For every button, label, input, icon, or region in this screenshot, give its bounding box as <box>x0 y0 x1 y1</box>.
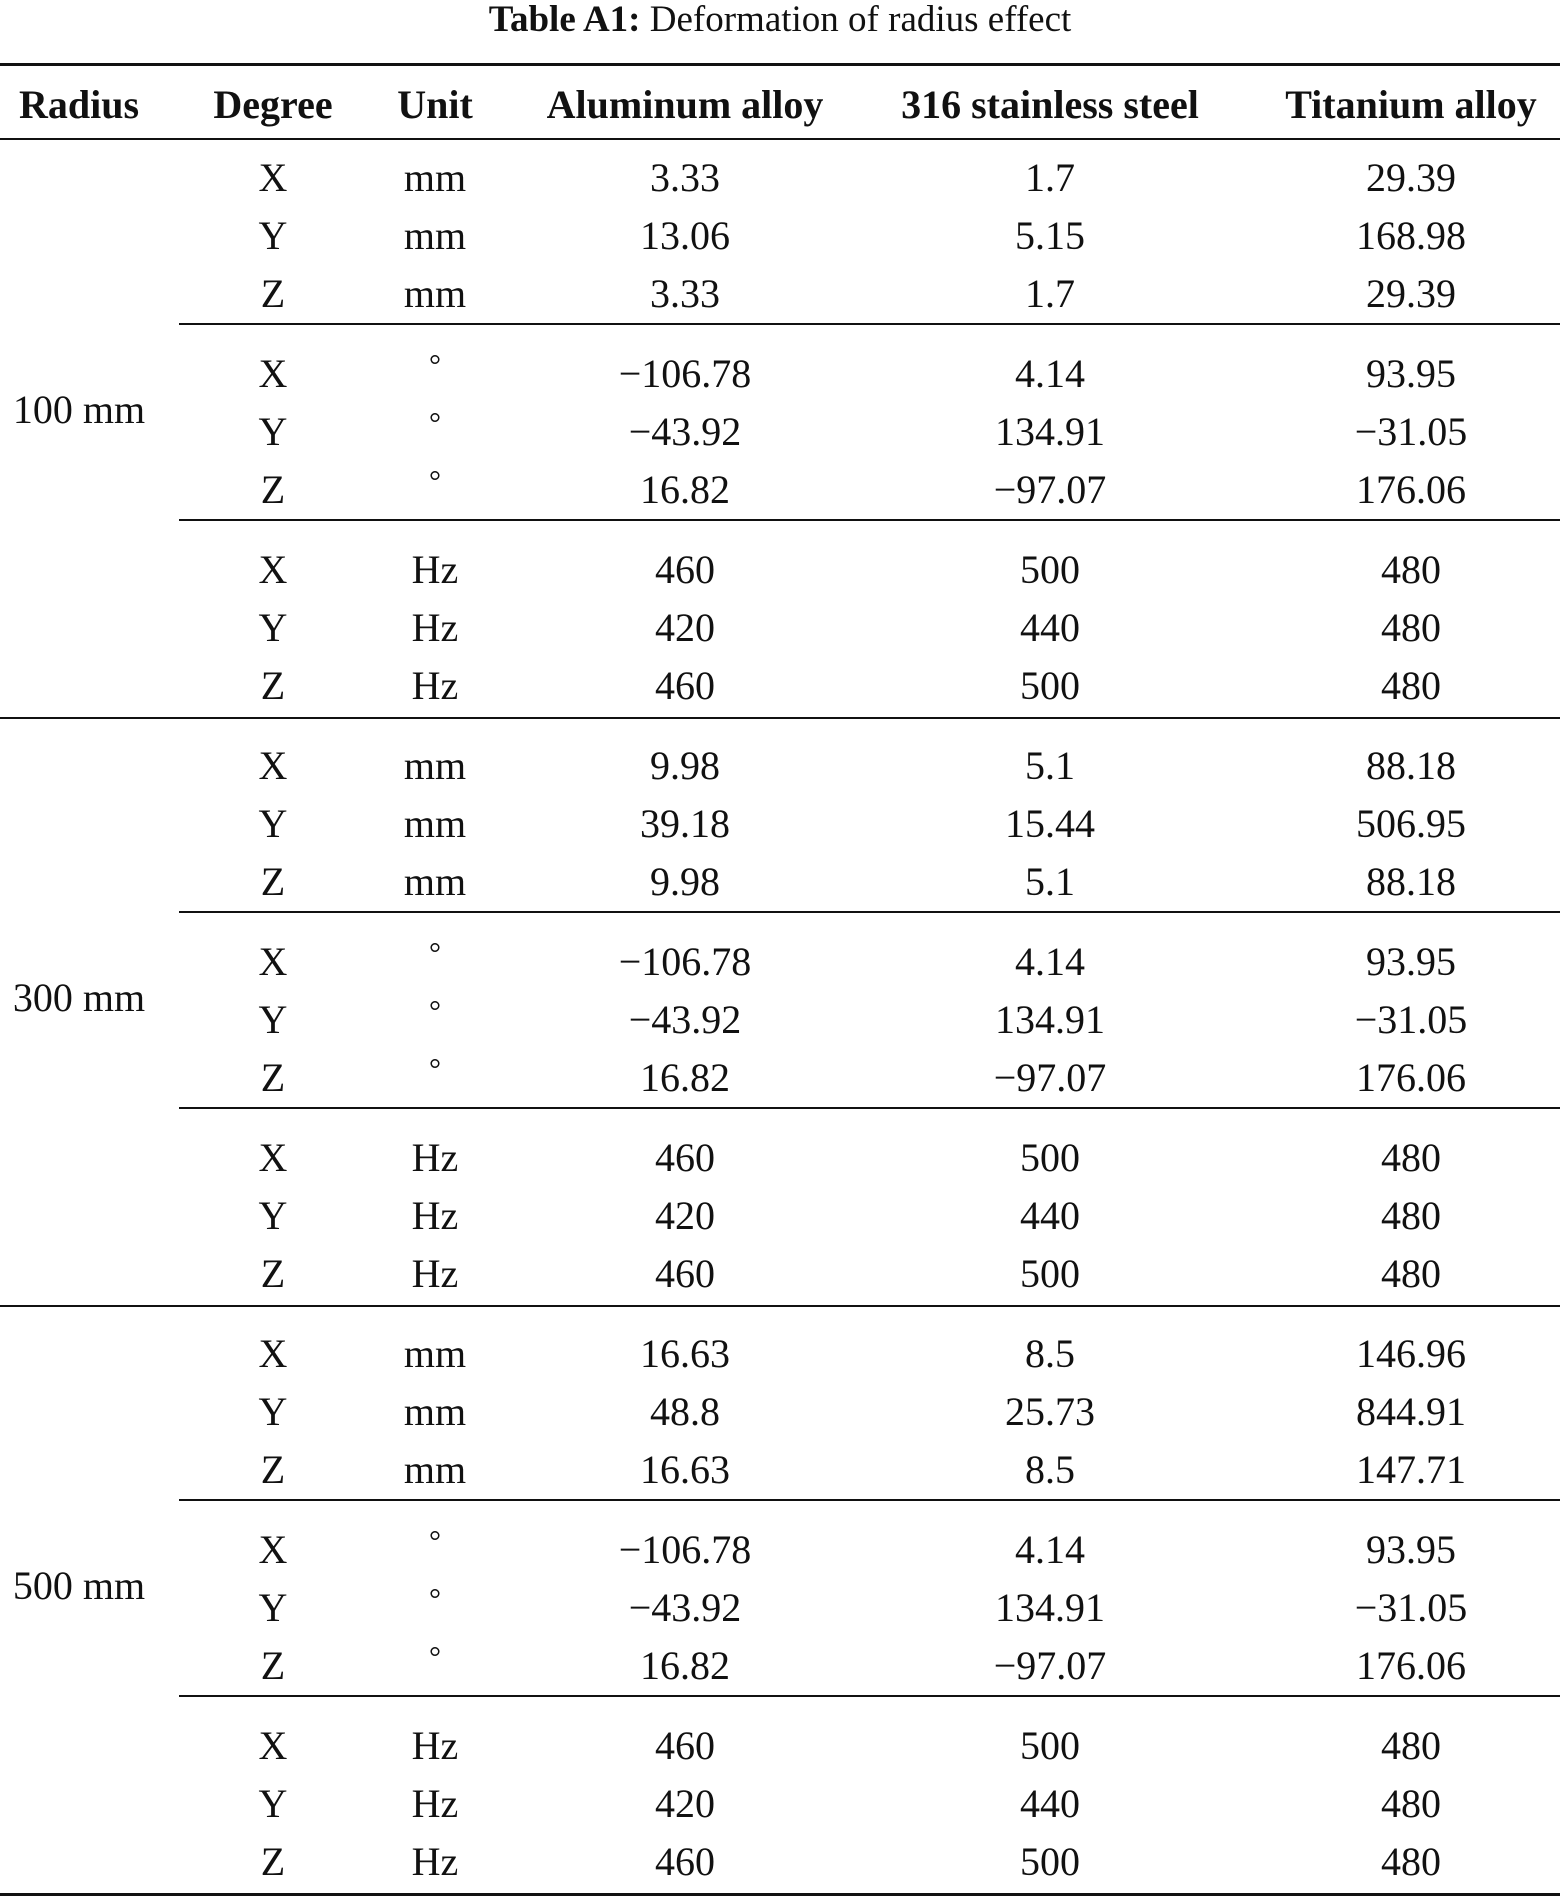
aluminum-cell: 16.82 <box>640 467 730 512</box>
block-divider <box>179 911 1560 913</box>
unit-cell: mm <box>403 213 467 258</box>
degree-cell: X <box>258 155 288 200</box>
steel-cell: 1.7 <box>1025 271 1075 316</box>
titanium-cell: 88.18 <box>1366 743 1456 788</box>
unit-cell: Hz <box>411 605 459 650</box>
aluminum-cell: −43.92 <box>628 997 742 1042</box>
unit-cell: ° <box>429 937 441 970</box>
caption-label: Table A1: <box>488 0 641 40</box>
aluminum-cell: −106.78 <box>618 351 752 396</box>
aluminum-cell: 39.18 <box>640 801 730 846</box>
unit-cell: ° <box>429 1525 441 1558</box>
unit-cell: Hz <box>411 1135 459 1180</box>
steel-cell: 5.15 <box>1015 213 1085 258</box>
unit-cell: mm <box>403 859 467 904</box>
degree-cell: Z <box>260 467 286 512</box>
degree-cell: Z <box>260 1055 286 1100</box>
degree-cell: Z <box>260 1447 286 1492</box>
unit-cell: mm <box>403 1389 467 1434</box>
steel-cell: 440 <box>1020 1781 1080 1826</box>
titanium-cell: 480 <box>1381 1135 1441 1180</box>
steel-cell: 4.14 <box>1015 939 1085 984</box>
block-divider <box>179 1107 1560 1109</box>
steel-cell: −97.07 <box>993 1055 1107 1100</box>
titanium-cell: 29.39 <box>1366 155 1456 200</box>
titanium-cell: 93.95 <box>1366 351 1456 396</box>
header-rule <box>0 138 1560 140</box>
header-unit: Unit <box>397 82 473 127</box>
degree-cell: Z <box>260 1839 286 1884</box>
titanium-cell: 168.98 <box>1356 213 1466 258</box>
degree-cell: Z <box>260 271 286 316</box>
aluminum-cell: −43.92 <box>628 1585 742 1630</box>
group-divider <box>0 1305 1560 1307</box>
degree-cell: Z <box>260 663 286 708</box>
steel-cell: 440 <box>1020 1193 1080 1238</box>
aluminum-cell: 460 <box>655 1839 715 1884</box>
titanium-cell: −31.05 <box>1354 997 1468 1042</box>
unit-cell: mm <box>403 801 467 846</box>
steel-cell: 500 <box>1020 1135 1080 1180</box>
aluminum-cell: 16.63 <box>640 1447 730 1492</box>
steel-cell: 8.5 <box>1025 1331 1075 1376</box>
group-divider <box>0 717 1560 719</box>
degree-cell: Z <box>260 1251 286 1296</box>
aluminum-cell: 16.82 <box>640 1643 730 1688</box>
aluminum-cell: 460 <box>655 1135 715 1180</box>
titanium-cell: 480 <box>1381 663 1441 708</box>
unit-cell: ° <box>429 1053 441 1086</box>
titanium-cell: 480 <box>1381 1193 1441 1238</box>
titanium-cell: 480 <box>1381 1723 1441 1768</box>
top-rule <box>0 63 1560 66</box>
aluminum-cell: 13.06 <box>640 213 730 258</box>
degree-cell: Y <box>258 997 288 1042</box>
titanium-cell: 146.96 <box>1356 1331 1466 1376</box>
titanium-cell: 176.06 <box>1356 1055 1466 1100</box>
titanium-cell: 29.39 <box>1366 271 1456 316</box>
degree-cell: X <box>258 1331 288 1376</box>
aluminum-cell: 420 <box>655 605 715 650</box>
unit-cell: mm <box>403 1447 467 1492</box>
steel-cell: 440 <box>1020 605 1080 650</box>
steel-cell: 4.14 <box>1015 1527 1085 1572</box>
header-aluminum-alloy: Aluminum alloy <box>546 82 824 127</box>
unit-cell: Hz <box>411 1251 459 1296</box>
degree-cell: Y <box>258 1585 288 1630</box>
radius-label: 500 mm <box>12 1563 146 1608</box>
aluminum-cell: 460 <box>655 663 715 708</box>
unit-cell: Hz <box>411 547 459 592</box>
aluminum-cell: 9.98 <box>650 859 720 904</box>
degree-cell: X <box>258 939 288 984</box>
aluminum-cell: 420 <box>655 1781 715 1826</box>
titanium-cell: 480 <box>1381 1781 1441 1826</box>
degree-cell: X <box>258 1135 288 1180</box>
unit-cell: ° <box>429 349 441 382</box>
unit-cell: ° <box>429 1641 441 1674</box>
unit-cell: Hz <box>411 1781 459 1826</box>
block-divider <box>179 323 1560 325</box>
steel-cell: 134.91 <box>995 997 1105 1042</box>
titanium-cell: 480 <box>1381 605 1441 650</box>
steel-cell: 1.7 <box>1025 155 1075 200</box>
titanium-cell: 176.06 <box>1356 467 1466 512</box>
aluminum-cell: 16.63 <box>640 1331 730 1376</box>
degree-cell: Y <box>258 1193 288 1238</box>
aluminum-cell: 3.33 <box>650 271 720 316</box>
titanium-cell: −31.05 <box>1354 1585 1468 1630</box>
steel-cell: 500 <box>1020 547 1080 592</box>
steel-cell: 500 <box>1020 663 1080 708</box>
unit-cell: Hz <box>411 1193 459 1238</box>
steel-cell: 5.1 <box>1025 859 1075 904</box>
radius-label: 100 mm <box>12 387 146 432</box>
unit-cell: Hz <box>411 1839 459 1884</box>
unit-cell: ° <box>429 995 441 1028</box>
titanium-cell: 147.71 <box>1356 1447 1466 1492</box>
titanium-cell: 480 <box>1381 547 1441 592</box>
titanium-cell: −31.05 <box>1354 409 1468 454</box>
degree-cell: Z <box>260 859 286 904</box>
steel-cell: 500 <box>1020 1251 1080 1296</box>
steel-cell: 15.44 <box>1005 801 1095 846</box>
aluminum-cell: 420 <box>655 1193 715 1238</box>
header-degree: Degree <box>213 82 333 127</box>
steel-cell: −97.07 <box>993 1643 1107 1688</box>
block-divider <box>179 1695 1560 1697</box>
steel-cell: 4.14 <box>1015 351 1085 396</box>
aluminum-cell: 48.8 <box>650 1389 720 1434</box>
titanium-cell: 480 <box>1381 1839 1441 1884</box>
steel-cell: 134.91 <box>995 409 1105 454</box>
aluminum-cell: −106.78 <box>618 1527 752 1572</box>
degree-cell: X <box>258 351 288 396</box>
titanium-cell: 844.91 <box>1356 1389 1466 1434</box>
degree-cell: X <box>258 547 288 592</box>
titanium-cell: 93.95 <box>1366 1527 1456 1572</box>
unit-cell: ° <box>429 407 441 440</box>
aluminum-cell: 16.82 <box>640 1055 730 1100</box>
steel-cell: 5.1 <box>1025 743 1075 788</box>
degree-cell: Y <box>258 801 288 846</box>
unit-cell: mm <box>403 271 467 316</box>
unit-cell: Hz <box>411 663 459 708</box>
steel-cell: 8.5 <box>1025 1447 1075 1492</box>
steel-cell: 134.91 <box>995 1585 1105 1630</box>
titanium-cell: 176.06 <box>1356 1643 1466 1688</box>
degree-cell: X <box>258 1527 288 1572</box>
block-divider <box>179 519 1560 521</box>
aluminum-cell: −43.92 <box>628 409 742 454</box>
degree-cell: Y <box>258 605 288 650</box>
block-divider <box>179 1499 1560 1501</box>
steel-cell: 500 <box>1020 1839 1080 1884</box>
aluminum-cell: 9.98 <box>650 743 720 788</box>
titanium-cell: 480 <box>1381 1251 1441 1296</box>
degree-cell: Y <box>258 1781 288 1826</box>
aluminum-cell: −106.78 <box>618 939 752 984</box>
aluminum-cell: 460 <box>655 1251 715 1296</box>
table-caption <box>0 0 1560 40</box>
steel-cell: 500 <box>1020 1723 1080 1768</box>
unit-cell: mm <box>403 155 467 200</box>
titanium-cell: 93.95 <box>1366 939 1456 984</box>
degree-cell: X <box>258 1723 288 1768</box>
titanium-cell: 88.18 <box>1366 859 1456 904</box>
degree-cell: Z <box>260 1643 286 1688</box>
unit-cell: ° <box>429 465 441 498</box>
unit-cell: ° <box>429 1583 441 1616</box>
titanium-cell: 506.95 <box>1356 801 1466 846</box>
unit-cell: mm <box>403 743 467 788</box>
degree-cell: Y <box>258 1389 288 1434</box>
steel-cell: −97.07 <box>993 467 1107 512</box>
aluminum-cell: 3.33 <box>650 155 720 200</box>
steel-cell: 25.73 <box>1005 1389 1095 1434</box>
header-titanium-alloy: Titanium alloy <box>1285 82 1537 127</box>
radius-label: 300 mm <box>12 975 146 1020</box>
header-316-stainless-steel: 316 stainless steel <box>901 82 1199 127</box>
aluminum-cell: 460 <box>655 1723 715 1768</box>
caption-text: Deformation of radius effect <box>649 0 1072 40</box>
bottom-rule <box>0 1893 1560 1896</box>
degree-cell: X <box>258 743 288 788</box>
unit-cell: Hz <box>411 1723 459 1768</box>
degree-cell: Y <box>258 409 288 454</box>
header-radius: Radius <box>18 82 140 127</box>
unit-cell: mm <box>403 1331 467 1376</box>
aluminum-cell: 460 <box>655 547 715 592</box>
degree-cell: Y <box>258 213 288 258</box>
